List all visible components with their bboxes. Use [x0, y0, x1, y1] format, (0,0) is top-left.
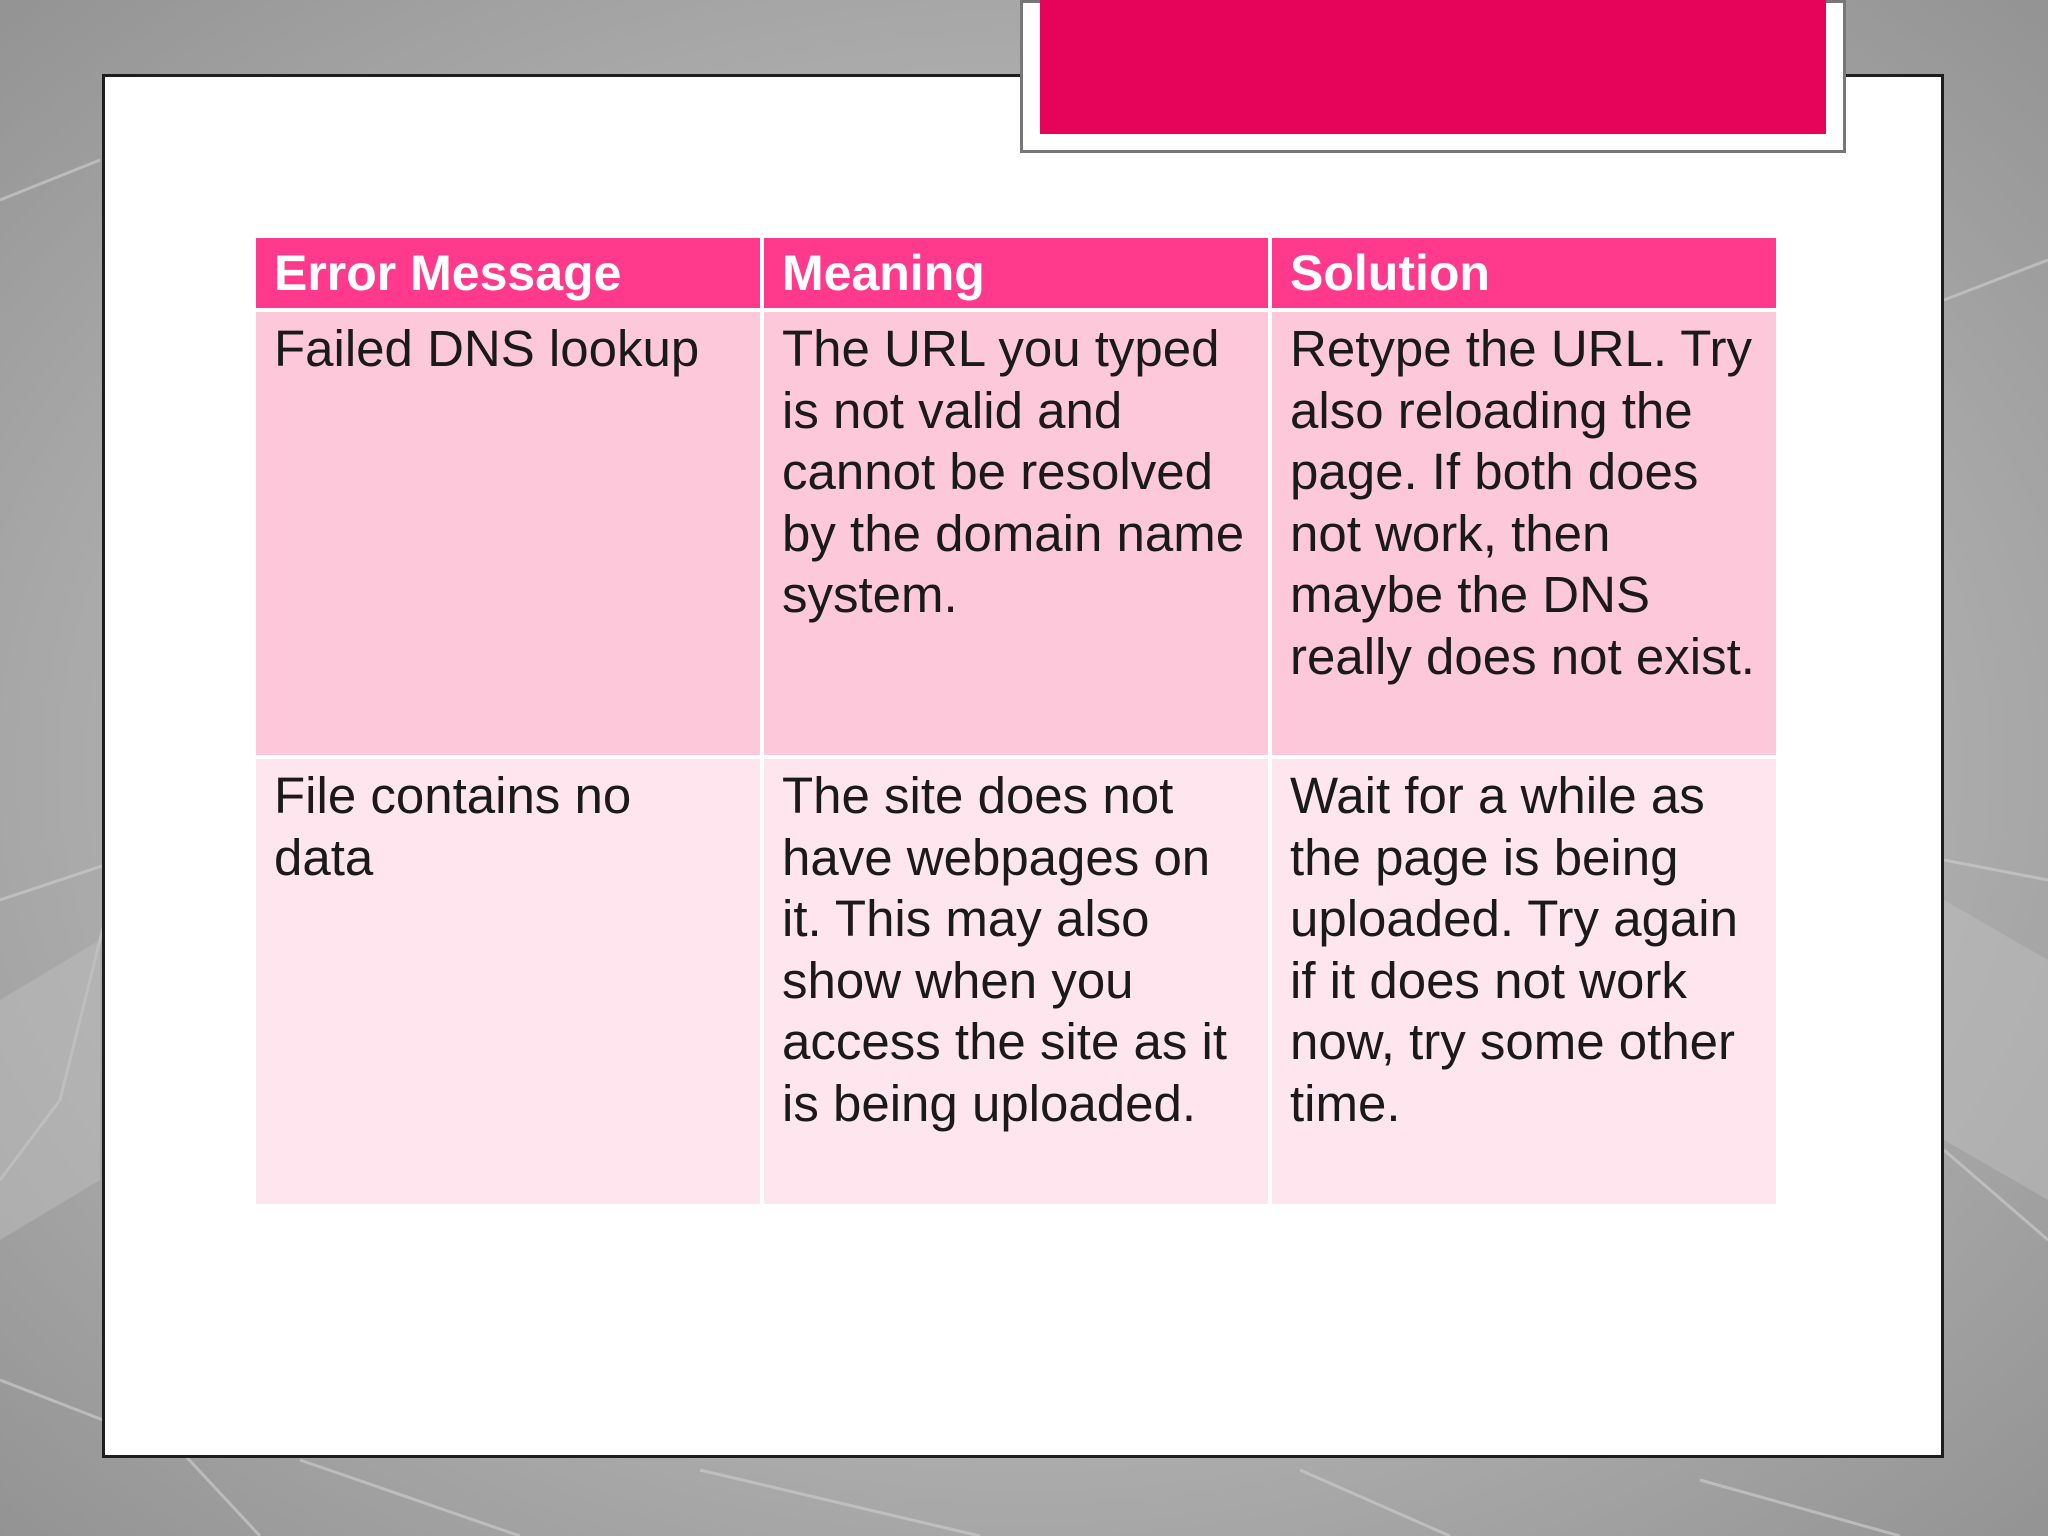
cell-meaning: The URL you typed is not valid and cannot be resolved by the domain name system.: [764, 312, 1268, 755]
error-table-container: [256, 238, 1772, 1222]
title-placeholder-block: [1040, 0, 1826, 134]
cell-error-message: File contains no data: [256, 759, 760, 1204]
header-error-message: Error Message: [256, 238, 760, 308]
table-row: [256, 759, 1776, 1204]
cell-meaning: The site does not have webpages on it. This may also show when you access the site as it is being uploaded.: [764, 759, 1268, 1204]
header-solution: Solution: [1272, 238, 1776, 308]
header-meaning: Meaning: [764, 238, 1268, 308]
table-header-row: [256, 238, 1776, 308]
table-row: [256, 312, 1776, 755]
cell-solution: Retype the URL. Try also reloading the page. If both does not work, then maybe the DNS really does not exist.: [1272, 312, 1776, 755]
cell-error-message: Failed DNS lookup: [256, 312, 760, 755]
error-table: [252, 234, 1780, 1208]
cell-solution: Wait for a while as the page is being uploaded. Try again if it does not work now, try some other time.: [1272, 759, 1776, 1204]
